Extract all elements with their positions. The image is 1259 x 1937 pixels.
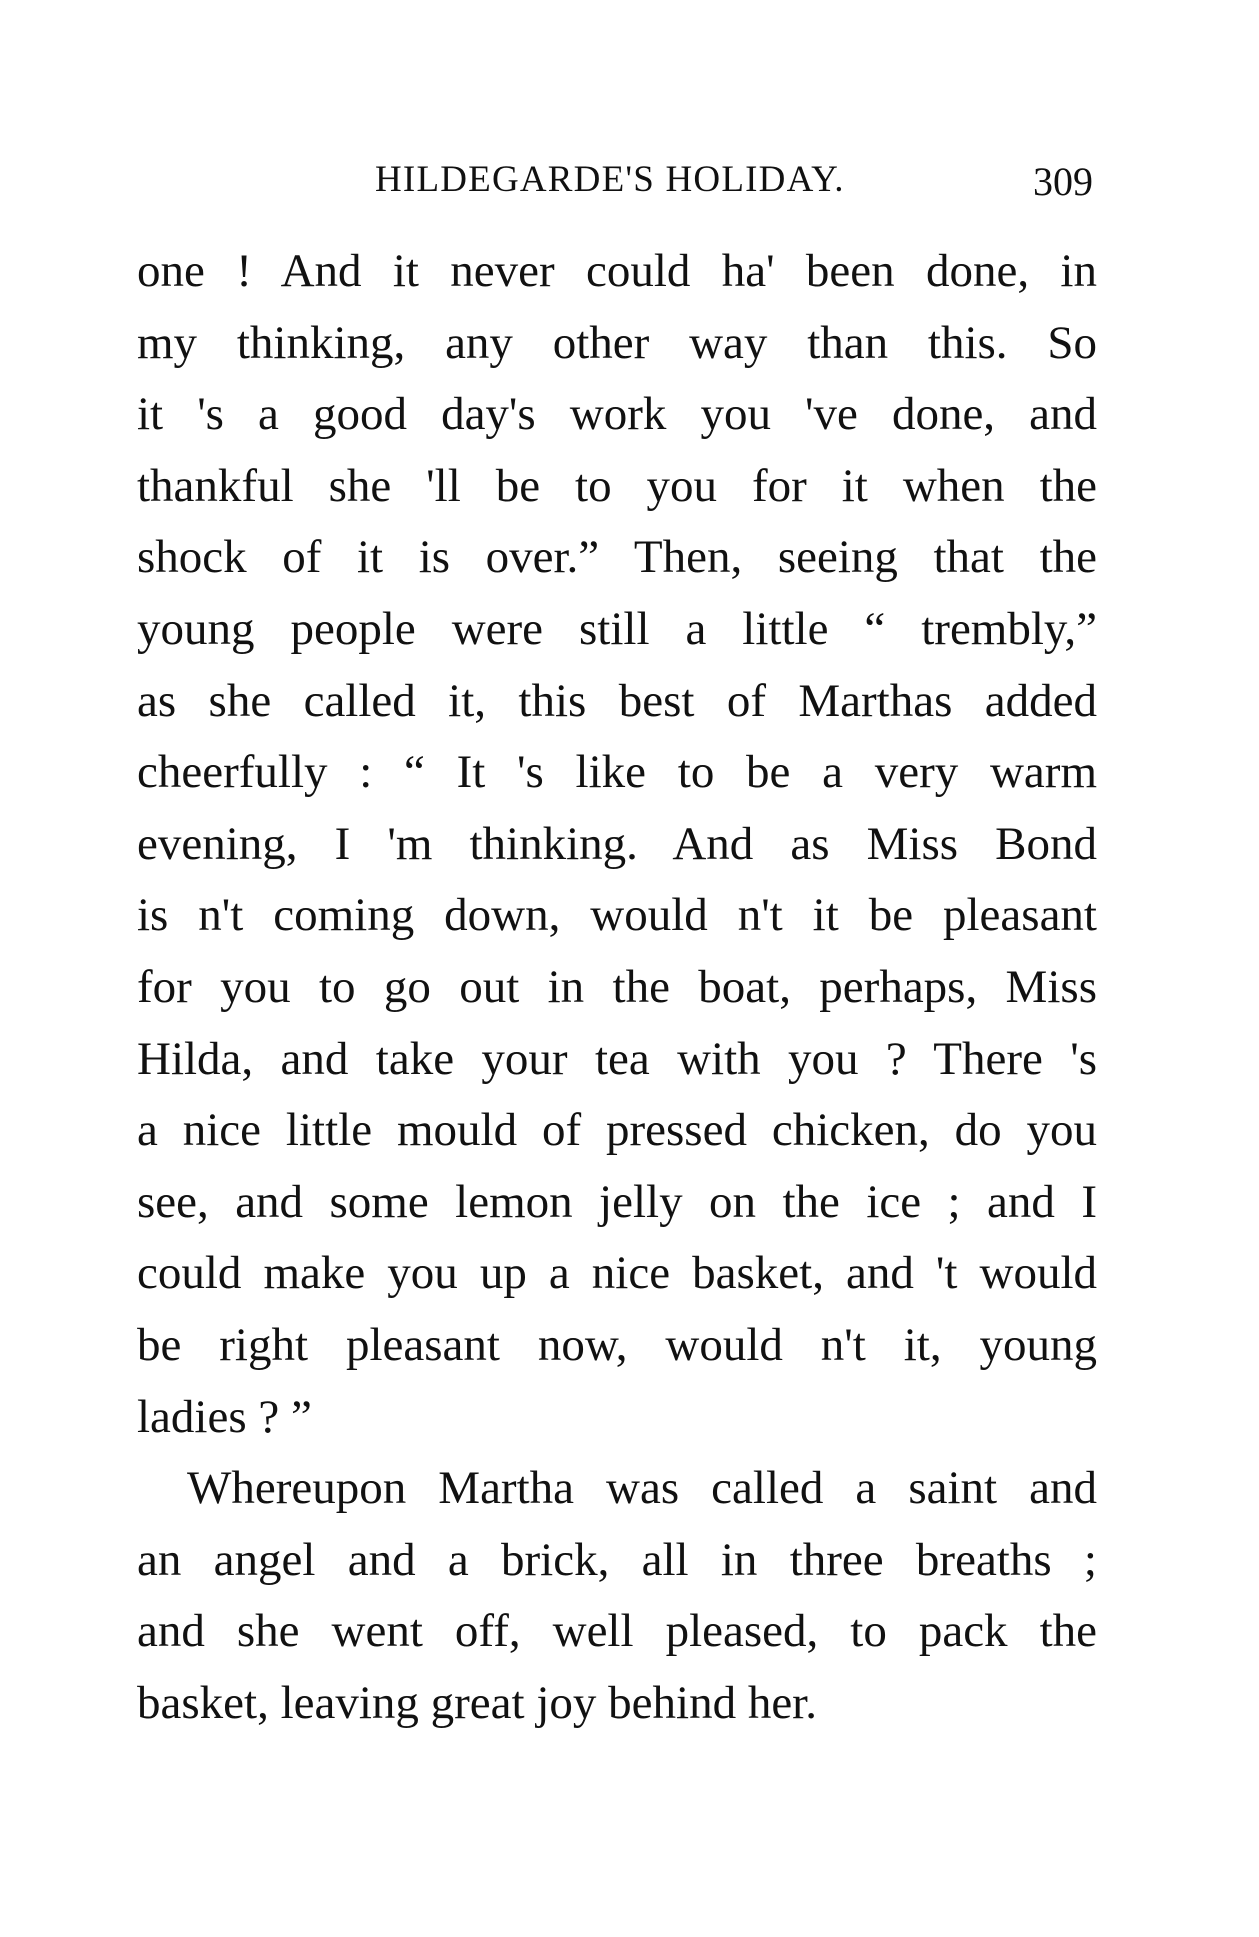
page-header (135, 118, 1103, 204)
text-line: thankful she 'll be to you for it when the (137, 459, 1097, 512)
text-line: basket, leaving great joy behind her. (137, 1676, 817, 1729)
text-line: Hilda, and take your tea with you ? There 's (137, 1032, 1097, 1085)
text-line: my thinking, any other way than this. So (137, 316, 1097, 369)
text-line: and she went off, well pleased, to pack the (137, 1605, 1097, 1658)
body-text (137, 236, 1097, 1739)
text-line: is n't coming down, would n't it be pleasant (137, 889, 1097, 942)
text-line: be right pleasant now, would n't it, young (137, 1318, 1097, 1371)
text-line: Whereupon Martha was called a saint and (187, 1462, 1097, 1515)
text-line: an angel and a brick, all in three breaths ; (137, 1533, 1097, 1586)
text-line: could make you up a nice basket, and 't would (137, 1247, 1097, 1300)
page-number: 309 (1033, 159, 1093, 204)
text-line: ladies ? ” (137, 1390, 312, 1443)
text-line: one ! And it never could ha' been done, in (137, 245, 1097, 297)
text-line: cheerfully : “ It 's like to be a very warm (137, 746, 1097, 799)
paragraph-2 (137, 1453, 1097, 1739)
text-line: for you to go out in the boat, perhaps, Miss (137, 960, 1097, 1013)
paragraph-1 (137, 236, 1097, 1453)
text-line: as she called it, this best of Marthas added (137, 674, 1097, 727)
text-line: it 's a good day's work you 've done, and (137, 388, 1097, 441)
text-line: young people were still a little “ trembly,” (137, 602, 1097, 655)
text-line: shock of it is over.” Then, seeing that the (137, 531, 1097, 584)
text-line: see, and some lemon jelly on the ice ; and I (137, 1175, 1097, 1228)
running-title: HILDEGARDE'S HOLIDAY. (375, 159, 845, 200)
text-line: a nice little mould of pressed chicken, do you (137, 1104, 1097, 1157)
text-line: evening, I 'm thinking. And as Miss Bond (137, 817, 1097, 870)
